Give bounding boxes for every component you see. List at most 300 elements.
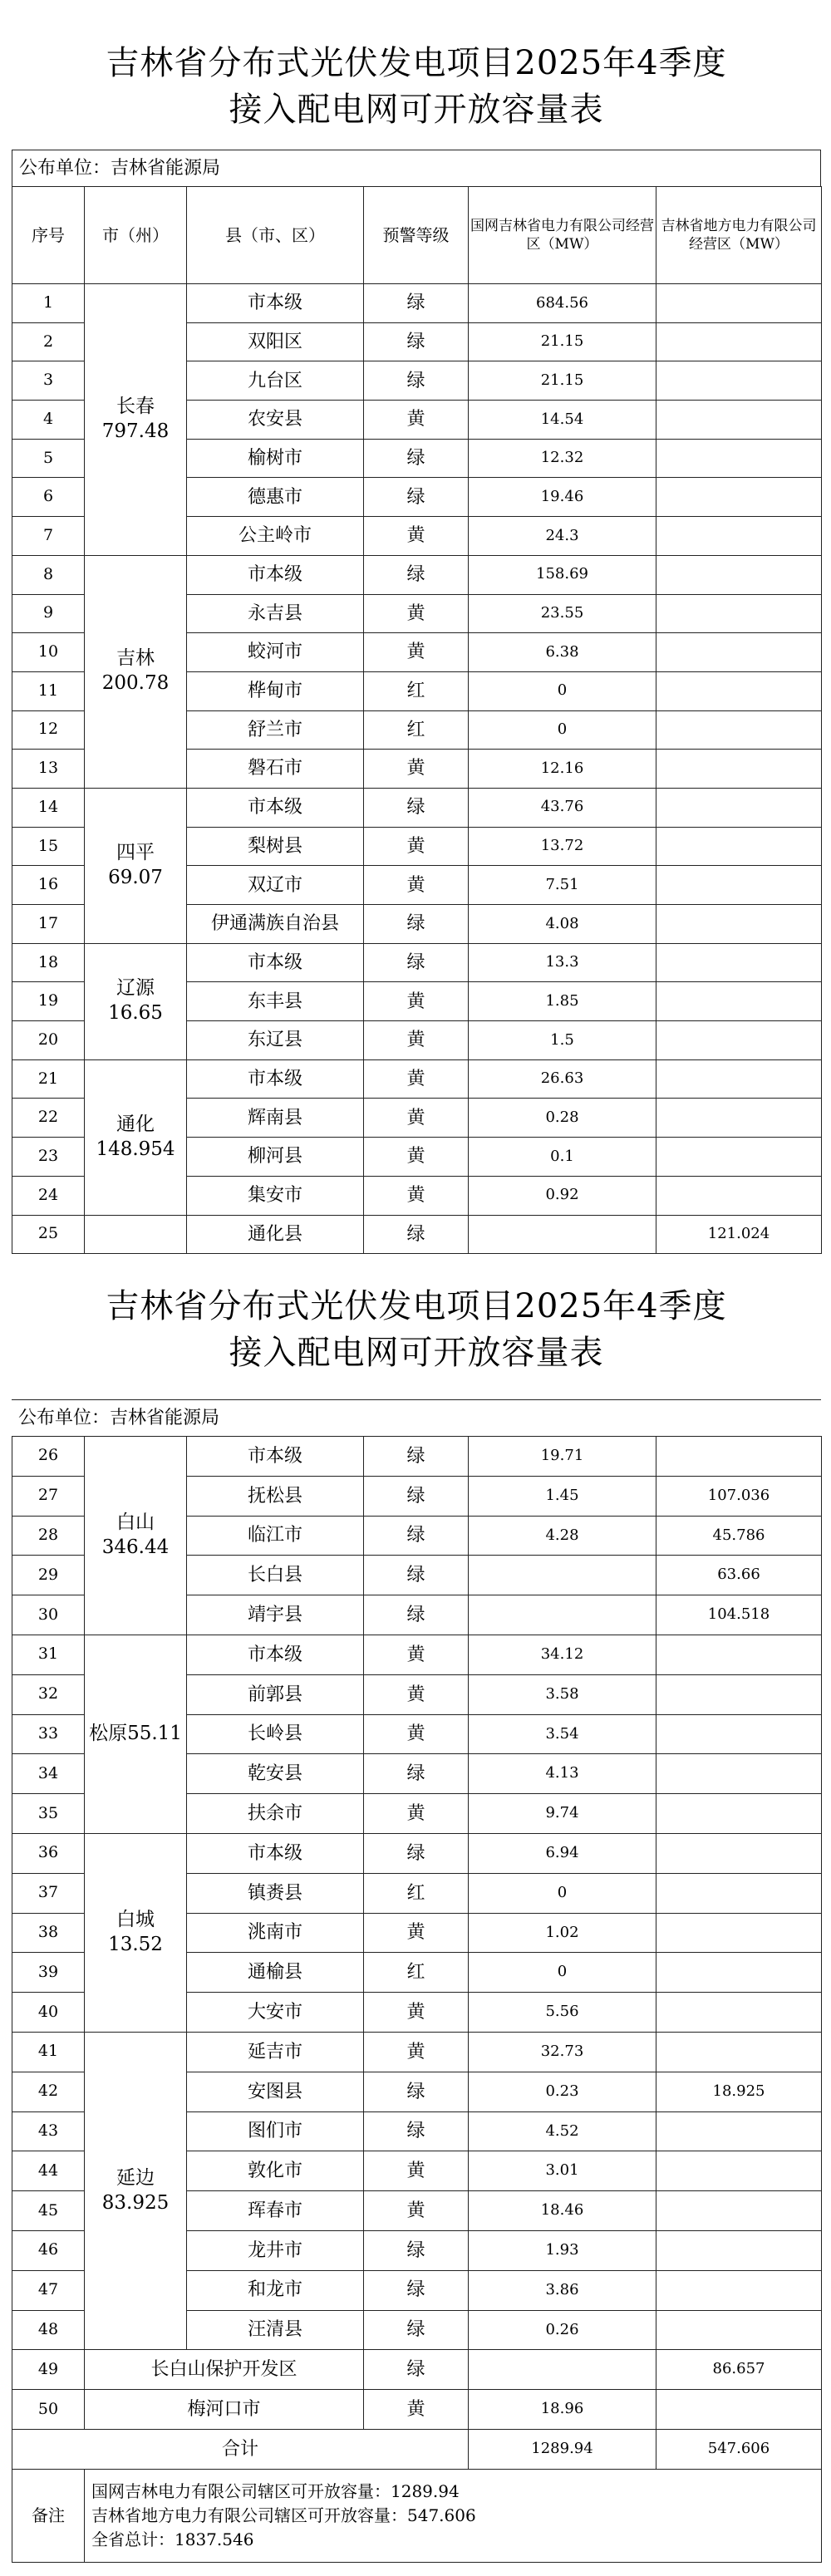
- cell-county: 镇赉县: [187, 1873, 364, 1913]
- total-row: [12, 2429, 822, 2469]
- city-total: 16.65: [108, 1002, 163, 1025]
- cell-local-grid-mw: [656, 750, 822, 789]
- cell-county: 东辽县: [187, 1021, 364, 1060]
- cell-local-grid-mw: [656, 943, 822, 982]
- cell-local-grid-mw: [656, 555, 822, 594]
- cell-local-grid-mw: 63.66: [656, 1556, 822, 1595]
- cell-local-grid-mw: [656, 1873, 822, 1913]
- cell-state-grid-mw: 3.58: [469, 1674, 656, 1714]
- cell-seq: 23: [12, 1138, 85, 1177]
- cell-local-grid-mw: [656, 2270, 822, 2310]
- cell-county: 永吉县: [187, 594, 364, 633]
- header-local-grid: 吉林省地方电力有限公司经营区（MW）: [656, 187, 822, 284]
- cell-state-grid-mw: 24.3: [469, 517, 656, 556]
- cell-county: 桦甸市: [187, 671, 364, 710]
- city-name: 延边: [116, 2166, 155, 2189]
- cell-state-grid-mw: 21.15: [469, 322, 656, 361]
- cell-county: 长白县: [187, 1556, 364, 1595]
- cell-local-grid-mw: [656, 439, 822, 478]
- city-name: 松原55.11: [89, 1723, 182, 1745]
- city-cell-empty: [85, 1215, 187, 1254]
- cell-state-grid-mw: 1.45: [469, 1476, 656, 1516]
- header-county: 县（市、区）: [187, 187, 364, 284]
- cell-warning-level: 绿: [364, 1516, 469, 1556]
- city-cell-jilin: [85, 555, 187, 788]
- cell-warning-level: 绿: [364, 478, 469, 517]
- cell-seq: 3: [12, 361, 85, 401]
- cell-seq: 46: [12, 2230, 85, 2270]
- table-row: [12, 2350, 822, 2390]
- cell-warning-level: 红: [364, 710, 469, 750]
- cell-county: 舒兰市: [187, 710, 364, 750]
- cell-seq: 37: [12, 1873, 85, 1913]
- cell-seq: 47: [12, 2270, 85, 2310]
- cell-state-grid-mw: 18.46: [469, 2191, 656, 2231]
- city-cell-songyuan: [85, 1635, 187, 1833]
- cell-county: 延吉市: [187, 2032, 364, 2072]
- cell-county: 图们市: [187, 2111, 364, 2151]
- cell-local-grid-mw: [656, 1437, 822, 1477]
- cell-seq: 20: [12, 1021, 85, 1060]
- document-title-repeat-line1: 吉林省分布式光伏发电项目2025年4季度: [106, 1287, 727, 1325]
- cell-state-grid-mw: 23.55: [469, 594, 656, 633]
- cell-seq: 36: [12, 1833, 85, 1873]
- cell-local-grid-mw: [656, 710, 822, 750]
- cell-county: 靖宇县: [187, 1595, 364, 1635]
- cell-county: 珲春市: [187, 2191, 364, 2231]
- cell-local-grid-mw: 86.657: [656, 2350, 822, 2390]
- cell-state-grid-mw: 1.02: [469, 1913, 656, 1953]
- cell-local-grid-mw: [656, 1176, 822, 1215]
- cell-seq: 27: [12, 1476, 85, 1516]
- cell-warning-level: 绿: [364, 361, 469, 401]
- cell-local-grid-mw: 45.786: [656, 1516, 822, 1556]
- cell-county: 抚松县: [187, 1476, 364, 1516]
- cell-county: 伊通满族自治县: [187, 905, 364, 944]
- cell-county: 长白山保护开发区: [85, 2350, 364, 2390]
- cell-warning-level: 黄: [364, 827, 469, 866]
- cell-county: 梅河口市: [85, 2390, 364, 2430]
- cell-warning-level: 黄: [364, 2390, 469, 2430]
- notes-line3: 全省总计：1837.546: [91, 2529, 254, 2549]
- cell-seq: 13: [12, 750, 85, 789]
- cell-local-grid-mw: [656, 478, 822, 517]
- cell-state-grid-mw: 1.5: [469, 1021, 656, 1060]
- cell-seq: 49: [12, 2350, 85, 2390]
- cell-local-grid-mw: [656, 2111, 822, 2151]
- cell-local-grid-mw: [656, 1993, 822, 2033]
- cell-county: 市本级: [187, 1833, 364, 1873]
- cell-warning-level: 黄: [364, 1714, 469, 1754]
- total-local-grid-mw: 547.606: [656, 2429, 822, 2469]
- cell-warning-level: 黄: [364, 750, 469, 789]
- cell-state-grid-mw: [469, 1595, 656, 1635]
- cell-seq: 41: [12, 2032, 85, 2072]
- city-total: 148.954: [96, 1138, 175, 1160]
- cell-local-grid-mw: [656, 1953, 822, 1993]
- capacity-table-part1: [12, 186, 822, 1254]
- notes-label: 备注: [12, 2469, 85, 2562]
- cell-warning-level: 黄: [364, 2191, 469, 2231]
- cell-warning-level: 绿: [364, 2350, 469, 2390]
- cell-warning-level: 绿: [364, 788, 469, 827]
- cell-county: 榆树市: [187, 439, 364, 478]
- table-row: [12, 1635, 822, 1674]
- cell-seq: 29: [12, 1556, 85, 1595]
- city-total: 200.78: [101, 672, 170, 695]
- cell-seq: 6: [12, 478, 85, 517]
- notes-row: [12, 2469, 822, 2562]
- cell-local-grid-mw: [656, 1674, 822, 1714]
- cell-seq: 48: [12, 2310, 85, 2350]
- cell-local-grid-mw: [656, 1754, 822, 1794]
- cell-county: 柳河县: [187, 1138, 364, 1177]
- cell-local-grid-mw: [656, 1099, 822, 1138]
- cell-warning-level: 绿: [364, 1437, 469, 1477]
- cell-county: 市本级: [187, 555, 364, 594]
- cell-state-grid-mw: 19.71: [469, 1437, 656, 1477]
- cell-local-grid-mw: [656, 2310, 822, 2350]
- cell-warning-level: 黄: [364, 1021, 469, 1060]
- cell-county: 通化县: [187, 1215, 364, 1254]
- cell-local-grid-mw: [656, 1635, 822, 1674]
- cell-local-grid-mw: [656, 1833, 822, 1873]
- cell-state-grid-mw: 684.56: [469, 284, 656, 323]
- cell-warning-level: 黄: [364, 1176, 469, 1215]
- header-state-grid: 国网吉林省电力有限公司经营区（MW）: [469, 187, 656, 284]
- cell-state-grid-mw: 0.1: [469, 1138, 656, 1177]
- cell-local-grid-mw: [656, 2191, 822, 2231]
- cell-warning-level: 绿: [364, 943, 469, 982]
- header-seq: 序号: [12, 187, 85, 284]
- cell-warning-level: 绿: [364, 1595, 469, 1635]
- cell-seq: 16: [12, 866, 85, 905]
- cell-warning-level: 红: [364, 1873, 469, 1913]
- publisher-line: 公布单位：吉林省能源局: [12, 150, 821, 186]
- cell-county: 磐石市: [187, 750, 364, 789]
- cell-state-grid-mw: 0.92: [469, 1176, 656, 1215]
- cell-seq: 35: [12, 1794, 85, 1834]
- cell-county: 辉南县: [187, 1099, 364, 1138]
- cell-state-grid-mw: 13.72: [469, 827, 656, 866]
- cell-seq: 32: [12, 1674, 85, 1714]
- cell-state-grid-mw: 9.74: [469, 1794, 656, 1834]
- cell-warning-level: 红: [364, 671, 469, 710]
- cell-county: 大安市: [187, 1993, 364, 2033]
- cell-seq: 10: [12, 633, 85, 672]
- notes-line2: 吉林省地方电力有限公司辖区可开放容量：547.606: [91, 2505, 476, 2525]
- city-total: 346.44: [101, 1536, 170, 1558]
- cell-state-grid-mw: 14.54: [469, 401, 656, 440]
- cell-warning-level: 绿: [364, 1476, 469, 1516]
- cell-local-grid-mw: [656, 671, 822, 710]
- cell-state-grid-mw: 0: [469, 710, 656, 750]
- cell-state-grid-mw: 0: [469, 671, 656, 710]
- cell-seq: 11: [12, 671, 85, 710]
- city-name: 通化: [116, 1113, 155, 1135]
- cell-warning-level: 红: [364, 1953, 469, 1993]
- city-name: 白城: [116, 1909, 155, 1931]
- document-title-line1: 吉林省分布式光伏发电项目2025年4季度: [106, 44, 727, 82]
- city-name: 长春: [116, 396, 155, 418]
- cell-state-grid-mw: 3.01: [469, 2151, 656, 2191]
- table-row: [12, 943, 822, 982]
- cell-county: 农安县: [187, 401, 364, 440]
- cell-county: 德惠市: [187, 478, 364, 517]
- cell-county: 前郭县: [187, 1674, 364, 1714]
- cell-seq: 43: [12, 2111, 85, 2151]
- city-name: 四平: [116, 841, 155, 863]
- cell-warning-level: 黄: [364, 1993, 469, 2033]
- cell-seq: 22: [12, 1099, 85, 1138]
- cell-county: 集安市: [187, 1176, 364, 1215]
- cell-local-grid-mw: [656, 1714, 822, 1754]
- notes-line1: 国网吉林电力有限公司辖区可开放容量：1289.94: [91, 2480, 460, 2501]
- cell-state-grid-mw: 12.16: [469, 750, 656, 789]
- cell-warning-level: 黄: [364, 2151, 469, 2191]
- cell-state-grid-mw: 7.51: [469, 866, 656, 905]
- cell-seq: 26: [12, 1437, 85, 1477]
- cell-local-grid-mw: 104.518: [656, 1595, 822, 1635]
- table-row: [12, 2390, 822, 2430]
- cell-county: 蛟河市: [187, 633, 364, 672]
- table-header-row: [12, 187, 822, 284]
- cell-county: 双辽市: [187, 866, 364, 905]
- cell-county: 市本级: [187, 1635, 364, 1674]
- cell-state-grid-mw: 5.56: [469, 1993, 656, 2033]
- cell-warning-level: 绿: [364, 322, 469, 361]
- cell-warning-level: 黄: [364, 1674, 469, 1714]
- cell-state-grid-mw: 1.85: [469, 982, 656, 1021]
- cell-warning-level: 黄: [364, 2032, 469, 2072]
- city-cell-baishan: [85, 1437, 187, 1635]
- cell-local-grid-mw: [656, 401, 822, 440]
- cell-warning-level: 黄: [364, 517, 469, 556]
- city-name: 吉林: [116, 647, 155, 670]
- cell-seq: 5: [12, 439, 85, 478]
- cell-local-grid-mw: 107.036: [656, 1476, 822, 1516]
- table-row: [12, 1437, 822, 1477]
- city-total: 797.48: [101, 420, 170, 442]
- cell-county: 汪清县: [187, 2310, 364, 2350]
- cell-local-grid-mw: [656, 905, 822, 944]
- cell-local-grid-mw: [656, 866, 822, 905]
- cell-warning-level: 绿: [364, 1833, 469, 1873]
- cell-state-grid-mw: [469, 1556, 656, 1595]
- cell-local-grid-mw: 18.925: [656, 2072, 822, 2111]
- table-row: [12, 1833, 822, 1873]
- cell-warning-level: 绿: [364, 905, 469, 944]
- cell-county: 东丰县: [187, 982, 364, 1021]
- cell-county: 双阳区: [187, 322, 364, 361]
- cell-warning-level: 黄: [364, 1913, 469, 1953]
- city-cell-baicheng: [85, 1833, 187, 2032]
- notes-content: [85, 2469, 822, 2562]
- cell-state-grid-mw: 19.46: [469, 478, 656, 517]
- cell-warning-level: 黄: [364, 633, 469, 672]
- table-row: [12, 284, 822, 323]
- cell-state-grid-mw: 6.38: [469, 633, 656, 672]
- cell-local-grid-mw: [656, 284, 822, 323]
- cell-warning-level: 绿: [364, 2111, 469, 2151]
- cell-seq: 50: [12, 2390, 85, 2430]
- cell-warning-level: 绿: [364, 1754, 469, 1794]
- cell-seq: 42: [12, 2072, 85, 2111]
- cell-county: 洮南市: [187, 1913, 364, 1953]
- total-label: 合计: [12, 2429, 469, 2469]
- table-row: [12, 788, 822, 827]
- cell-local-grid-mw: [656, 322, 822, 361]
- cell-state-grid-mw: 32.73: [469, 2032, 656, 2072]
- cell-county: 扶余市: [187, 1794, 364, 1834]
- cell-county: 市本级: [187, 284, 364, 323]
- cell-state-grid-mw: 3.86: [469, 2270, 656, 2310]
- cell-seq: 34: [12, 1754, 85, 1794]
- city-name: 辽源: [116, 977, 155, 1000]
- cell-warning-level: 绿: [364, 2072, 469, 2111]
- cell-local-grid-mw: [656, 594, 822, 633]
- cell-county: 敦化市: [187, 2151, 364, 2191]
- cell-warning-level: 绿: [364, 2270, 469, 2310]
- cell-seq: 9: [12, 594, 85, 633]
- table-row: [12, 555, 822, 594]
- cell-state-grid-mw: 0.23: [469, 2072, 656, 2111]
- cell-state-grid-mw: 0: [469, 1953, 656, 1993]
- cell-state-grid-mw: 4.13: [469, 1754, 656, 1794]
- document-title-line2: 接入配电网可开放容量表: [229, 91, 604, 129]
- cell-state-grid-mw: [469, 2350, 656, 2390]
- cell-seq: 12: [12, 710, 85, 750]
- cell-seq: 1: [12, 284, 85, 323]
- cell-warning-level: 绿: [364, 439, 469, 478]
- cell-warning-level: 绿: [364, 1556, 469, 1595]
- capacity-table-part2: [12, 1436, 822, 2563]
- cell-state-grid-mw: 1.93: [469, 2230, 656, 2270]
- table-row: [12, 1059, 822, 1099]
- cell-local-grid-mw: [656, 1059, 822, 1099]
- cell-warning-level: 黄: [364, 1138, 469, 1177]
- cell-seq: 8: [12, 555, 85, 594]
- cell-state-grid-mw: 4.28: [469, 1516, 656, 1556]
- cell-local-grid-mw: [656, 1021, 822, 1060]
- table-row: [12, 2032, 822, 2072]
- cell-seq: 4: [12, 401, 85, 440]
- city-total: 69.07: [108, 866, 163, 888]
- cell-local-grid-mw: [656, 633, 822, 672]
- cell-seq: 15: [12, 827, 85, 866]
- cell-local-grid-mw: [656, 2230, 822, 2270]
- cell-warning-level: 绿: [364, 2310, 469, 2350]
- cell-local-grid-mw: [656, 2390, 822, 2430]
- cell-local-grid-mw: [656, 982, 822, 1021]
- cell-local-grid-mw: [656, 827, 822, 866]
- cell-state-grid-mw: 34.12: [469, 1635, 656, 1674]
- cell-state-grid-mw: 13.3: [469, 943, 656, 982]
- total-state-grid-mw: 1289.94: [469, 2429, 656, 2469]
- cell-county: 市本级: [187, 943, 364, 982]
- cell-state-grid-mw: [469, 1215, 656, 1254]
- cell-warning-level: 绿: [364, 1215, 469, 1254]
- cell-seq: 7: [12, 517, 85, 556]
- cell-county: 公主岭市: [187, 517, 364, 556]
- cell-warning-level: 黄: [364, 866, 469, 905]
- cell-local-grid-mw: [656, 1913, 822, 1953]
- cell-local-grid-mw: [656, 788, 822, 827]
- cell-county: 市本级: [187, 788, 364, 827]
- cell-state-grid-mw: 4.52: [469, 2111, 656, 2151]
- city-cell-liaoyuan: [85, 943, 187, 1059]
- cell-state-grid-mw: 26.63: [469, 1059, 656, 1099]
- cell-seq: 2: [12, 322, 85, 361]
- cell-seq: 44: [12, 2151, 85, 2191]
- cell-local-grid-mw: [656, 2032, 822, 2072]
- cell-county: 安图县: [187, 2072, 364, 2111]
- cell-county: 通榆县: [187, 1953, 364, 1993]
- city-cell-tonghua: [85, 1059, 187, 1215]
- cell-county: 长岭县: [187, 1714, 364, 1754]
- cell-seq: 14: [12, 788, 85, 827]
- cell-county: 九台区: [187, 361, 364, 401]
- cell-state-grid-mw: 21.15: [469, 361, 656, 401]
- city-total: 13.52: [108, 1933, 163, 1955]
- cell-warning-level: 绿: [364, 555, 469, 594]
- cell-seq: 39: [12, 1953, 85, 1993]
- cell-local-grid-mw: [656, 2151, 822, 2191]
- table-row: [12, 1215, 822, 1254]
- cell-warning-level: 黄: [364, 401, 469, 440]
- cell-state-grid-mw: 18.96: [469, 2390, 656, 2430]
- cell-seq: 17: [12, 905, 85, 944]
- cell-state-grid-mw: 4.08: [469, 905, 656, 944]
- city-cell-changchun: [85, 284, 187, 556]
- cell-local-grid-mw: 121.024: [656, 1215, 822, 1254]
- cell-local-grid-mw: [656, 517, 822, 556]
- cell-state-grid-mw: 0.28: [469, 1099, 656, 1138]
- cell-local-grid-mw: [656, 361, 822, 401]
- city-cell-yanbian: [85, 2032, 187, 2349]
- cell-seq: 31: [12, 1635, 85, 1674]
- document-title-repeat-line2: 接入配电网可开放容量表: [229, 1334, 604, 1372]
- cell-warning-level: 绿: [364, 284, 469, 323]
- cell-county: 梨树县: [187, 827, 364, 866]
- cell-warning-level: 绿: [364, 2230, 469, 2270]
- cell-state-grid-mw: 3.54: [469, 1714, 656, 1754]
- cell-county: 乾安县: [187, 1754, 364, 1794]
- cell-warning-level: 黄: [364, 1794, 469, 1834]
- cell-county: 和龙市: [187, 2270, 364, 2310]
- cell-warning-level: 黄: [364, 1099, 469, 1138]
- cell-county: 临江市: [187, 1516, 364, 1556]
- cell-state-grid-mw: 43.76: [469, 788, 656, 827]
- cell-state-grid-mw: 12.32: [469, 439, 656, 478]
- city-cell-siping: [85, 788, 187, 943]
- cell-seq: 30: [12, 1595, 85, 1635]
- cell-seq: 33: [12, 1714, 85, 1754]
- city-name: 白山: [116, 1512, 155, 1534]
- cell-seq: 25: [12, 1215, 85, 1254]
- cell-seq: 24: [12, 1176, 85, 1215]
- cell-warning-level: 黄: [364, 1635, 469, 1674]
- city-total: 83.925: [101, 2191, 170, 2214]
- cell-county: 龙井市: [187, 2230, 364, 2270]
- publisher-line-repeat: 公布单位：吉林省能源局: [12, 1399, 821, 1436]
- cell-seq: 19: [12, 982, 85, 1021]
- cell-local-grid-mw: [656, 1794, 822, 1834]
- cell-warning-level: 黄: [364, 594, 469, 633]
- cell-seq: 38: [12, 1913, 85, 1953]
- cell-state-grid-mw: 6.94: [469, 1833, 656, 1873]
- cell-county: 市本级: [187, 1059, 364, 1099]
